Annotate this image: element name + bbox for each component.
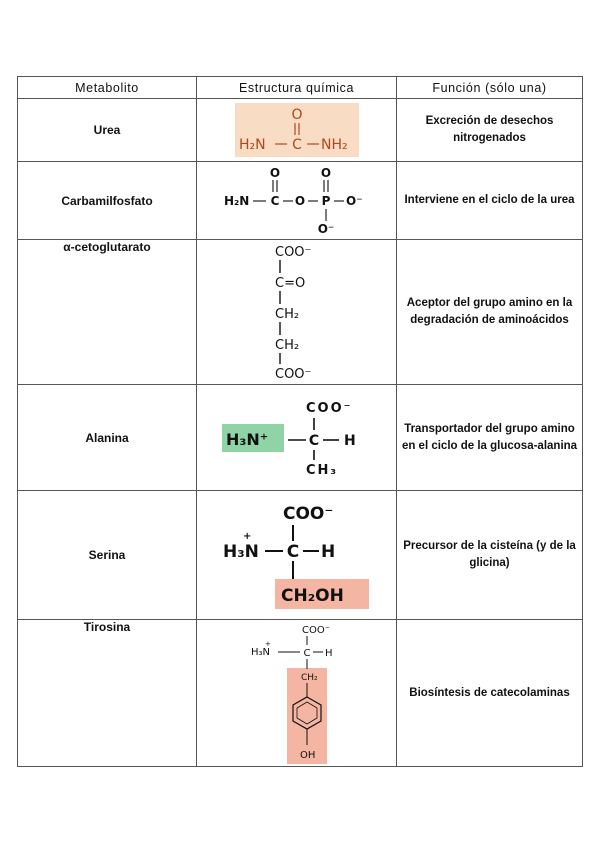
ceto-c-o: C=O	[274, 276, 305, 291]
serina-h: H	[320, 542, 335, 562]
ceto-coo-top: COO⁻	[274, 245, 311, 260]
cetoglutarato-structure	[197, 240, 397, 385]
serina-structure-drawing	[217, 499, 377, 611]
alanina-structure-drawing	[222, 398, 372, 478]
tirosina-plus: +	[264, 640, 271, 648]
carbamil-o2: O	[320, 165, 331, 180]
table-row	[18, 240, 583, 385]
metabolite-name: Tirosina	[18, 620, 197, 767]
carbamil-h2n: H₂N	[223, 193, 249, 208]
tirosina-structure-drawing	[247, 621, 347, 765]
table-row	[18, 491, 583, 620]
ceto-ch2-a: CH₂	[274, 307, 299, 322]
carbamil-p: P	[321, 193, 330, 208]
cetoglutarato-structure-drawing	[257, 242, 337, 382]
carbamil-o1: O	[269, 165, 280, 180]
carbamil-c: C	[270, 193, 279, 208]
metabolite-function: Interviene en el ciclo de la urea	[397, 162, 583, 240]
metabolite-function: Transportador del grupo amino en el ciclo de la glucosa-alanina	[397, 385, 583, 491]
table-row	[18, 162, 583, 240]
tirosina-coo: COO⁻	[301, 625, 330, 636]
ceto-coo-bottom: COO⁻	[274, 367, 311, 382]
header-metabolito: Metabolito	[18, 77, 197, 99]
serina-c: C	[286, 542, 299, 562]
urea-nh2: NH₂	[320, 137, 348, 153]
tirosina-h3n: H₃N	[250, 647, 270, 658]
tirosina-h: H	[324, 648, 333, 659]
alanina-h: H	[343, 432, 356, 449]
alanina-structure	[197, 385, 397, 491]
alanina-c: C	[308, 432, 319, 449]
metabolite-name: Urea	[18, 99, 197, 162]
metabolite-function: Excreción de desechos nitrogenados	[397, 99, 583, 162]
header-row	[18, 77, 583, 99]
table-row	[18, 620, 583, 767]
ceto-ch2-b: CH₂	[274, 338, 299, 353]
table-row	[18, 99, 583, 162]
tirosina-c: C	[303, 648, 310, 659]
serina-ch2oh: CH₂OH	[280, 586, 344, 606]
urea-structure	[197, 99, 397, 162]
tirosina-ch2: CH₂	[300, 673, 318, 683]
metabolite-name: α-cetoglutarato	[18, 240, 197, 385]
urea-h2n: H₂N	[238, 137, 266, 153]
metabolite-name: Alanina	[18, 385, 197, 491]
metabolites-table	[17, 76, 583, 767]
serina-plus: +	[242, 531, 251, 542]
urea-structure-drawing	[235, 103, 359, 157]
serina-h3n: H₃N	[222, 542, 259, 562]
urea-o: O	[290, 107, 303, 123]
alanina-coo: COO⁻	[305, 400, 353, 416]
carbamilfosfato-structure	[197, 162, 397, 240]
metabolite-function: Biosíntesis de catecolaminas	[397, 620, 583, 767]
header-funcion: Función (sólo una)	[397, 77, 583, 99]
carbamilfosfato-structure-drawing	[222, 165, 372, 237]
metabolite-name: Carbamilfosfato	[18, 162, 197, 240]
metabolite-name: Serina	[18, 491, 197, 620]
tirosina-structure	[197, 620, 397, 767]
metabolite-function: Precursor de la cisteína (y de la glicina)	[397, 491, 583, 620]
metabolite-function: Aceptor del grupo amino en la degradación de aminoácidos	[397, 240, 583, 385]
carbamil-o-bottom: O⁻	[317, 221, 334, 236]
table-row	[18, 385, 583, 491]
tirosina-oh: OH	[299, 750, 315, 761]
carbamil-o-minus: O⁻	[345, 193, 363, 208]
urea-c: C	[291, 137, 302, 153]
alanina-h3n: H₃N⁺	[225, 429, 268, 449]
header-estructura: Estructura química	[197, 77, 397, 99]
carbamil-o: O	[294, 193, 305, 208]
serina-coo: COO⁻	[282, 504, 333, 524]
alanina-ch3: CH₃	[305, 462, 338, 478]
serina-structure	[197, 491, 397, 620]
